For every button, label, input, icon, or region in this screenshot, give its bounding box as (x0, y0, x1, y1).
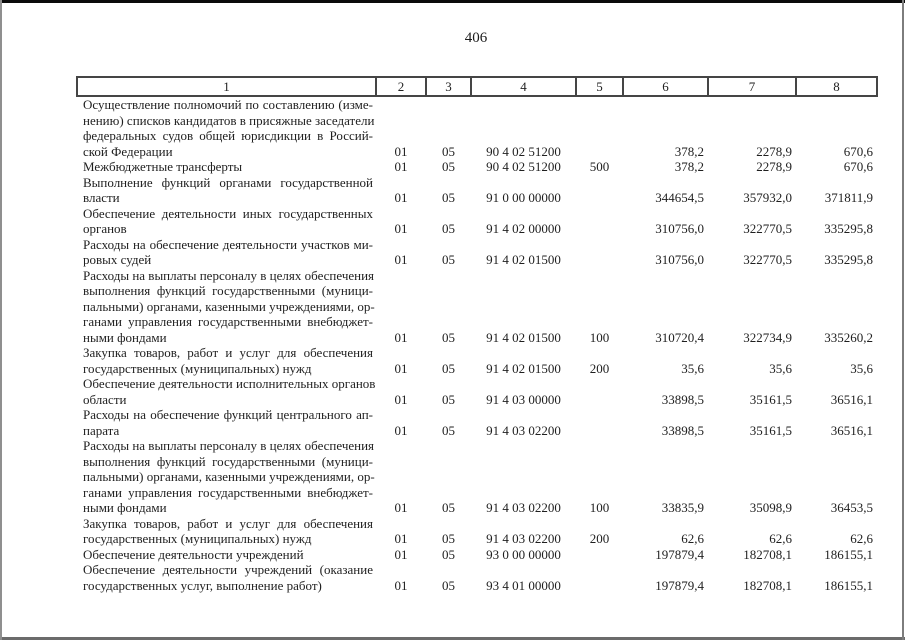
cell-col7: 357932,0 (743, 190, 792, 205)
cell-col4: 91 4 03 02200 (486, 422, 561, 438)
table-row (77, 438, 877, 516)
table-row (77, 96, 877, 159)
cell-col2: 01 (394, 143, 408, 159)
cell-col7: 2278,9 (756, 159, 792, 174)
cell-col7: 35161,5 (749, 391, 792, 407)
table-row (77, 376, 877, 407)
cell-col6: 35,6 (681, 360, 704, 376)
cell-col7: 35098,9 (749, 500, 792, 515)
cell-col4: 90 4 02 51200 (486, 159, 561, 174)
cell-col6: 62,6 (681, 531, 704, 546)
cell-col4: 91 4 02 00000 (486, 221, 561, 236)
row-title: Обеспечение деятельности учреждений (оказание государственных услуг, выполнение работ) (83, 562, 373, 593)
cell-col2: 01 (394, 159, 408, 174)
table-row (77, 345, 877, 376)
row-title: Осуществление полномочий по составлению (изме- нению) списков кандидатов в присяжные заседатели федеральных судов общей юрисдикции в Россий- ской Федерации (83, 97, 375, 159)
header-col-7: 7 (708, 77, 796, 96)
cell-col5: 200 (589, 531, 610, 546)
table-row (77, 547, 877, 563)
cell-col3: 05 (442, 546, 455, 562)
cell-col4: 90 4 02 51200 (486, 143, 561, 159)
cell-col5 (576, 547, 623, 563)
cell-col6: 33898,5 (661, 422, 704, 438)
cell-col2: 01 (394, 190, 408, 205)
cell-col7: 322770,5 (743, 252, 792, 267)
row-title: Обеспечение деятельности иных государственных органов (83, 205, 373, 236)
cell-col8: 186155,1 (824, 577, 873, 593)
cell-col7: 35161,5 (749, 422, 792, 438)
cell-col3: 05 (442, 252, 455, 267)
cell-col8: 371811,9 (824, 190, 873, 205)
cell-col3: 05 (442, 143, 455, 159)
cell-col2: 01 (394, 391, 408, 407)
cell-col2: 01 (394, 500, 408, 515)
cell-col5: 100 (589, 329, 610, 345)
cell-col8: 36453,5 (830, 500, 873, 515)
cell-col7: 62,6 (769, 531, 792, 546)
cell-col8: 62,6 (850, 531, 873, 546)
header-col-1: 1 (77, 77, 376, 96)
cell-col4: 91 4 03 00000 (486, 391, 561, 407)
budget-table (76, 76, 876, 593)
cell-col2: 01 (394, 252, 408, 267)
cell-col3: 05 (442, 329, 455, 345)
cell-col3: 05 (442, 360, 455, 376)
cell-col5: 500 (589, 159, 610, 174)
cell-col2: 01 (394, 546, 408, 562)
row-title: Расходы на выплаты персоналу в целях обеспечения выполнения функций государственными (муници- пальными) органами, казенными учреждениями, ор- ганами управления государственными внебюджет- ными фондами (83, 438, 375, 515)
cell-col8: 186155,1 (824, 546, 873, 562)
cell-col5 (576, 237, 623, 268)
cell-col7: 2278,9 (756, 143, 792, 159)
cell-col3: 05 (442, 531, 455, 546)
cell-col6: 33898,5 (661, 391, 704, 407)
row-title: Расходы на обеспечение функций центрального ап- парата (83, 407, 373, 438)
cell-col4: 91 4 03 02200 (486, 500, 561, 515)
cell-col4: 91 0 00 00000 (486, 190, 561, 205)
cell-col4: 91 4 03 02200 (486, 531, 561, 546)
cell-col8: 670,6 (843, 159, 873, 174)
table-row (77, 206, 877, 237)
cell-col5 (576, 407, 623, 438)
table-row (77, 159, 877, 175)
row-title: Обеспечение деятельности исполнительных органов области (83, 376, 376, 407)
row-title: Расходы на обеспечение деятельности участков ми- ровых судей (83, 236, 373, 267)
header-col-6: 6 (623, 77, 708, 96)
cell-col5 (576, 175, 623, 206)
cell-col5 (576, 96, 623, 159)
table-row (77, 407, 877, 438)
cell-col7: 182708,1 (743, 546, 792, 562)
row-title: Расходы на выплаты персоналу в целях обеспечения выполнения функций государственными (муници- пальными) органами, казенными учреждениями, ор- ганами управления государственными внебюджет- ными фондами (83, 267, 375, 345)
table-header-row (77, 77, 877, 96)
cell-col8: 35,6 (850, 360, 873, 376)
row-title: Межбюджетные трансферты (83, 159, 243, 174)
cell-col4: 91 4 02 01500 (486, 252, 561, 267)
cell-col6: 378,2 (674, 159, 704, 174)
cell-col4: 93 4 01 00000 (486, 577, 561, 593)
cell-col2: 01 (394, 422, 408, 438)
table-row (77, 268, 877, 346)
cell-col3: 05 (442, 577, 455, 593)
cell-col4: 91 4 02 01500 (486, 360, 561, 376)
cell-col7: 35,6 (769, 360, 792, 376)
cell-col5 (576, 376, 623, 407)
header-col-2: 2 (376, 77, 426, 96)
cell-col5 (576, 206, 623, 237)
cell-col6: 378,2 (674, 143, 704, 159)
cell-col8: 335295,8 (824, 252, 873, 267)
page-number: 406 (464, 30, 488, 46)
table-body (77, 96, 877, 593)
header-col-4: 4 (471, 77, 576, 96)
cell-col3: 05 (442, 159, 455, 174)
cell-col6: 310720,4 (655, 329, 704, 345)
cell-col6: 344654,5 (655, 190, 704, 205)
cell-col2: 01 (394, 360, 408, 376)
cell-col3: 05 (442, 422, 455, 438)
cell-col4: 93 0 00 00000 (486, 546, 561, 562)
row-title: Закупка товаров, работ и услуг для обеспечения государственных (муниципальных) нужд (83, 345, 373, 376)
cell-col8: 670,6 (843, 143, 873, 159)
cell-col7: 322734,9 (743, 329, 792, 345)
cell-col3: 05 (442, 391, 455, 407)
cell-col5: 200 (589, 360, 610, 376)
row-title: Закупка товаров, работ и услуг для обеспечения государственных (муниципальных) нужд (83, 515, 373, 546)
scan-border-left (0, 0, 2, 640)
scan-border-right (902, 0, 904, 640)
table-row (77, 237, 877, 268)
cell-col7: 322770,5 (743, 221, 792, 236)
cell-col2: 01 (394, 221, 408, 236)
cell-col2: 01 (394, 577, 408, 593)
header-col-8: 8 (796, 77, 877, 96)
cell-col6: 197879,4 (655, 577, 704, 593)
cell-col8: 36516,1 (830, 422, 873, 438)
cell-col5: 100 (589, 500, 610, 515)
header-col-5: 5 (576, 77, 623, 96)
table-row (77, 175, 877, 206)
cell-col6: 33835,9 (661, 500, 704, 515)
cell-col2: 01 (394, 531, 408, 546)
cell-col6: 197879,4 (655, 546, 704, 562)
cell-col6: 310756,0 (655, 252, 704, 267)
cell-col6: 310756,0 (655, 221, 704, 236)
row-title: Обеспечение деятельности учреждений (83, 546, 304, 562)
cell-col2: 01 (394, 329, 408, 345)
table-row (77, 516, 877, 547)
cell-col3: 05 (442, 190, 455, 205)
cell-col8: 335260,2 (824, 329, 873, 345)
cell-col3: 05 (442, 221, 455, 236)
cell-col7: 182708,1 (743, 577, 792, 593)
header-col-3: 3 (426, 77, 471, 96)
cell-col5 (576, 562, 623, 593)
cell-col3: 05 (442, 500, 455, 515)
row-title: Выполнение функций органами государственной власти (83, 174, 373, 205)
cell-col4: 91 4 02 01500 (486, 329, 561, 345)
table-row (77, 562, 877, 593)
cell-col8: 335295,8 (824, 221, 873, 236)
cell-col8: 36516,1 (830, 391, 873, 407)
scan-border-top (0, 0, 905, 3)
